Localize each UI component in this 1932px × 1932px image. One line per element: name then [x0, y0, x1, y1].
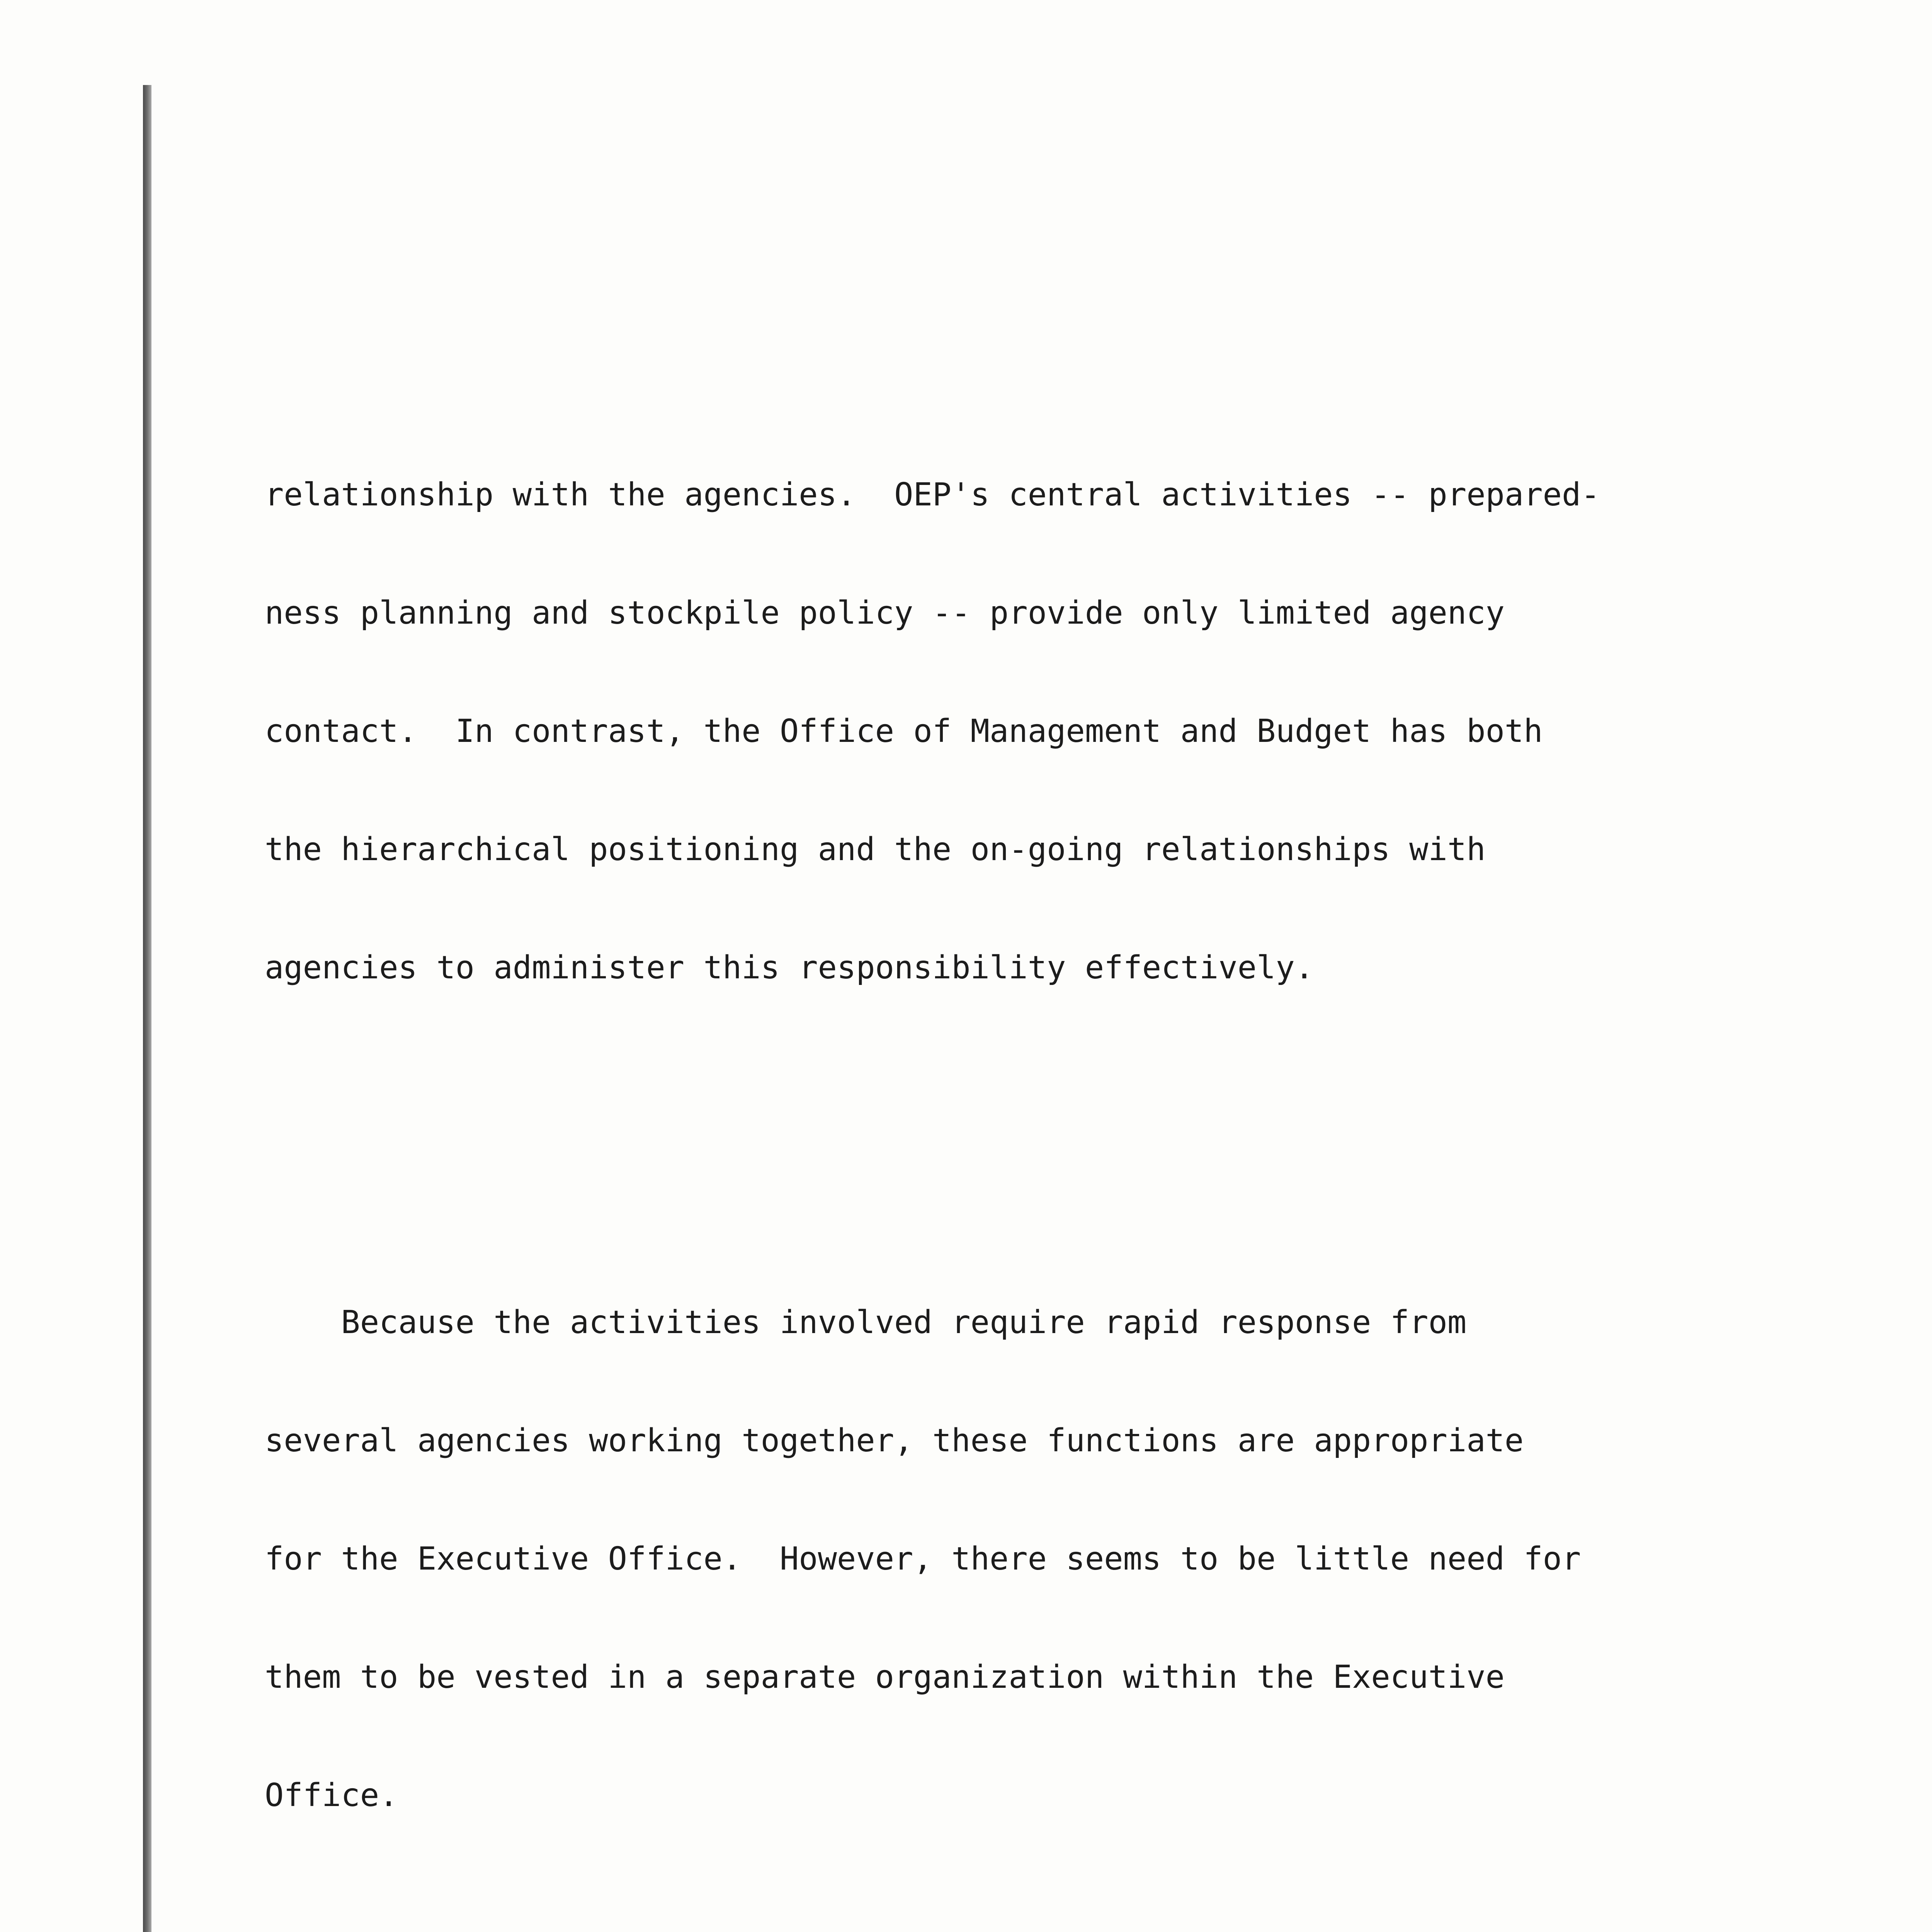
- text-line: several agencies working together, these functions are appropriate: [265, 1422, 1524, 1459]
- text-line: relationship with the agencies. OEP's central activities -- prepared-: [265, 476, 1600, 513]
- text-line: for the Executive Office. However, there seems to be little need for: [265, 1541, 1581, 1577]
- paragraph-2: [265, 1224, 1671, 1894]
- text-line: ness planning and stockpile policy -- provide only limited agency: [265, 595, 1505, 631]
- scan-edge-left: [143, 85, 151, 1932]
- text-line: them to be vested in a separate organization within the Executive: [265, 1659, 1505, 1696]
- text-line: Office.: [265, 1777, 398, 1814]
- text-line: contact. In contrast, the Office of Management and Budget has both: [265, 713, 1543, 750]
- text-line: agencies to administer this responsibility effectively.: [265, 949, 1314, 986]
- text-line: the hierarchical positioning and the on-going relationships with: [265, 831, 1486, 868]
- body-text: [265, 278, 1671, 1932]
- paragraph-1: [265, 396, 1671, 1066]
- text-line: Because the activities involved require rapid response from: [265, 1304, 1467, 1341]
